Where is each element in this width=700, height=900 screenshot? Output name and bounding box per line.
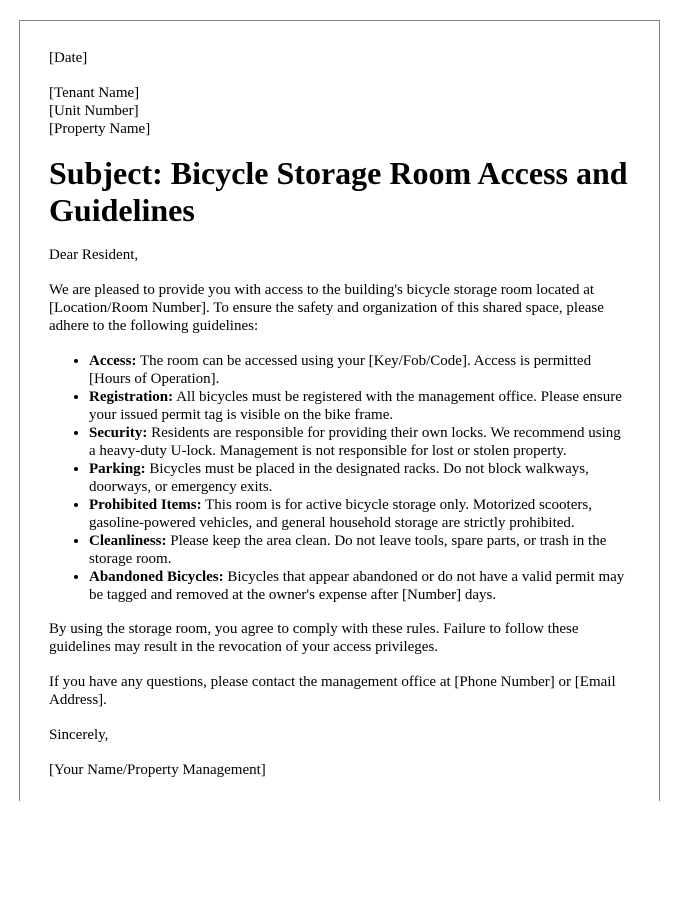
signature: [Your Name/Property Management] — [49, 762, 266, 778]
unit-number: [Unit Number] — [49, 103, 139, 119]
guideline-title: Cleanliness: — [89, 533, 167, 549]
guideline-prohibited-items — [89, 496, 630, 532]
guidelines-list — [49, 352, 630, 604]
guideline-parking — [89, 460, 630, 496]
guideline-abandoned-bicycles — [89, 568, 630, 604]
guideline-text: Please keep the area clean. Do not leave tools, spare parts, or trash in the storage room. — [89, 533, 607, 567]
recipient-block — [49, 84, 630, 138]
closing: Sincerely, — [49, 727, 109, 743]
salutation: Dear Resident, — [49, 247, 139, 263]
guideline-title: Parking: — [89, 461, 146, 477]
guideline-title: Prohibited Items: — [89, 497, 202, 513]
letter-subject: Subject: Bicycle Storage Room Access and Guidelines — [49, 155, 628, 228]
guideline-cleanliness — [89, 532, 630, 568]
guideline-title: Registration: — [89, 389, 174, 405]
intro-paragraph: We are pleased to provide you with access to the building's bicycle storage room located at [Location/Room Number]. To ensure the safety and organization of this shared space, please adhere to the following guidelines: — [49, 282, 604, 334]
guideline-title: Security: — [89, 425, 148, 441]
guideline-text: All bicycles must be registered with the management office. Please ensure your issued permit tag is visible on the bike frame. — [89, 389, 622, 423]
guideline-text: Bicycles must be placed in the designated racks. Do not block walkways, doorways, or emergency exits. — [89, 461, 589, 495]
guideline-title: Abandoned Bicycles: — [89, 569, 224, 585]
guideline-access — [89, 352, 630, 388]
guideline-text: Bicycles that appear abandoned or do not have a valid permit may be tagged and removed at the owner's expense after [Number] days. — [89, 569, 625, 603]
guideline-registration — [89, 388, 630, 424]
contact-paragraph: If you have any questions, please contact the management office at [Phone Number] or [Email Address]. — [49, 674, 616, 708]
guideline-title: Access: — [89, 353, 137, 369]
guideline-text: This room is for active bicycle storage only. Motorized scooters, gasoline-powered vehicles, and general household storage are strictly prohibited. — [89, 497, 592, 531]
property-name: [Property Name] — [49, 121, 151, 137]
letter-page — [19, 20, 660, 801]
letter-date: [Date] — [49, 50, 88, 66]
guideline-text: Residents are responsible for providing their own locks. We recommend using a heavy-duty U-lock. Management is not responsible for lost or stolen property. — [89, 425, 621, 459]
guideline-text: The room can be accessed using your [Key/Fob/Code]. Access is permitted [Hours of Operation]. — [89, 353, 592, 387]
guideline-security — [89, 424, 630, 460]
tenant-name: [Tenant Name] — [49, 85, 140, 101]
compliance-paragraph: By using the storage room, you agree to comply with these rules. Failure to follow these guidelines may result in the revocation of your access privileges. — [49, 621, 579, 655]
